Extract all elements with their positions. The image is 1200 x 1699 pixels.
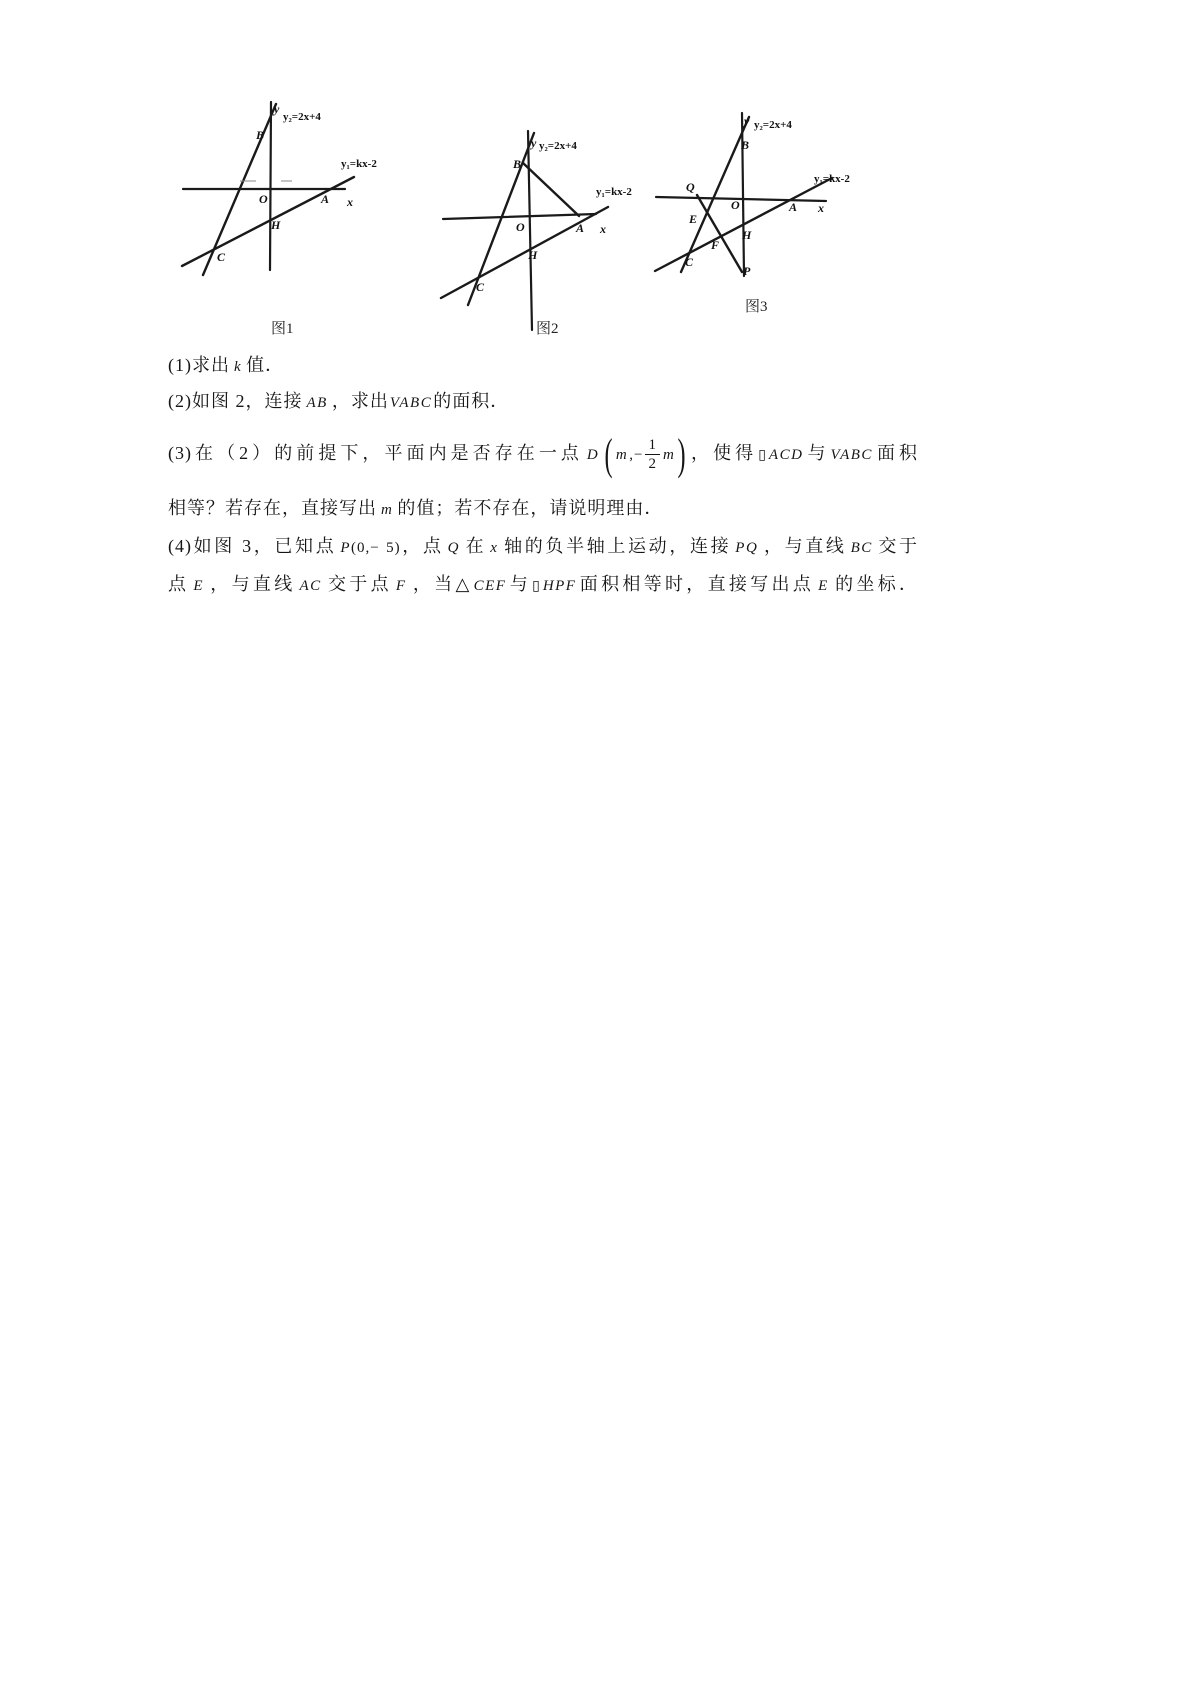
fig2-point-A: A [576, 221, 585, 235]
fig3-eq-y1: y₁=kx-2 [814, 173, 850, 185]
fig1-eq-y2: y₂=2x+4 [283, 111, 321, 123]
q2-math-triangle-ABC: VABC [389, 395, 433, 411]
figure-1 [182, 102, 377, 337]
q2-text: 的面积． [433, 391, 510, 411]
fig2-eq-y2: y₂=2x+4 [539, 140, 577, 152]
q4-text: 交于 [876, 536, 919, 556]
q3-math-triangle-ABC: VABC [830, 447, 873, 463]
fig2-y-label: y [531, 136, 537, 150]
q2-math-AB: AB [306, 395, 328, 411]
q1-text: (1)求出 [168, 355, 230, 375]
q1-var-k: k [234, 359, 243, 375]
q3-fraction-numerator: 1 [645, 436, 660, 455]
q4-point-P: P [340, 540, 352, 556]
q2-text: (2)如图 2，连接 [168, 391, 303, 411]
q2-text: ，求出 [331, 391, 389, 411]
q4-text: 的坐标． [832, 574, 919, 594]
q4-text: (4)如图 3，已知点 [168, 536, 337, 556]
q4-math-BC: BC [850, 540, 873, 556]
fig3-point-Q: Q [686, 180, 695, 194]
q3-text: 的值；若不存在，请说明理由． [397, 498, 664, 518]
q4-text: 与 [507, 574, 532, 594]
question-3-line-1 [168, 430, 918, 479]
fig3-caption: 图3 [745, 299, 768, 315]
q4-text: ，与直线 [762, 536, 847, 556]
q4-point-E: E [818, 578, 829, 594]
fig2-x-axis [443, 214, 596, 219]
fig2-caption: 图2 [536, 321, 559, 337]
fig3-point-P: P [743, 264, 751, 278]
q3-fraction [645, 436, 660, 473]
q4-text: 交于点 [325, 574, 392, 594]
q4-point-E: E [193, 578, 204, 594]
q4-point-F: F [395, 578, 407, 594]
q3-point-D: D [586, 447, 600, 463]
figures-area [0, 0, 1200, 345]
fig3-point-F: F [711, 238, 720, 252]
q3-var-m: m [662, 447, 676, 463]
fig3-point-A: A [789, 200, 798, 214]
q3-var-m: m [381, 502, 394, 518]
fig3-point-B: B [741, 138, 750, 152]
fig3-point-C: C [685, 255, 694, 269]
q3-text: 与 [804, 443, 830, 463]
q4-math-CEF: CEF [473, 578, 507, 594]
q1-text: 值． [246, 355, 285, 375]
question-3-line-2 [168, 496, 918, 522]
q3-close-paren: ) [677, 429, 687, 479]
q3-var-m: m [615, 447, 629, 463]
question-1 [168, 353, 918, 379]
question-4-line-1 [168, 534, 918, 560]
q4-math-PQ: PQ [735, 540, 759, 556]
fig2-x-label: x [600, 222, 606, 236]
q4-math-AC: AC [299, 578, 322, 594]
q4-math-HPF: HPF [542, 578, 577, 594]
fig2-point-H: H [528, 248, 538, 262]
q3-comma-minus: ,− [629, 447, 644, 463]
question-4-line-2 [168, 572, 918, 599]
fig2-point-B: B [513, 157, 522, 171]
q3-box-symbol: ▯ [758, 448, 767, 463]
fig3-y-label: y [744, 114, 750, 128]
q4-point-Q: Q [447, 540, 460, 556]
fig1-point-A: A [321, 192, 330, 206]
question-2 [168, 389, 918, 415]
q4-text: 点 [168, 574, 190, 594]
q4-box-symbol: ▯ [532, 579, 541, 594]
fig3-point-E: E [689, 212, 698, 226]
q4-text: 在 [463, 536, 487, 556]
fig1-line-y1 [182, 177, 354, 266]
fig3-x-axis [656, 197, 826, 201]
fig1-x-label: x [347, 195, 353, 209]
q4-var-x: x [490, 540, 499, 556]
figure-2 [441, 131, 632, 337]
q4-text: ，与直线 [207, 574, 296, 594]
fig1-point-H: H [271, 218, 281, 232]
q3-fraction-denominator: 2 [648, 456, 657, 473]
fig2-y-axis [528, 131, 532, 330]
q3-open-paren: ( [604, 429, 614, 479]
q4-text: ，当△ [410, 574, 473, 594]
fig1-point-O: O [259, 192, 268, 206]
fig2-point-C: C [476, 280, 485, 294]
q4-text: ，点 [400, 536, 444, 556]
q4-coords-P: (0,− 5) [351, 540, 401, 556]
q3-math-ACD: ACD [768, 447, 804, 463]
q3-text: ，使得 [687, 443, 758, 463]
fig1-y-label: y [274, 102, 280, 116]
fig2-point-O: O [516, 220, 525, 234]
q4-text: 轴的负半轴上运动，连接 [502, 536, 732, 556]
fig2-segment-AB [523, 163, 579, 216]
q3-text: 面积 [873, 443, 919, 463]
fig1-point-C: C [217, 250, 226, 264]
fig1-eq-y1: y₁=kx-2 [341, 158, 377, 170]
fig1-y-axis [270, 102, 271, 270]
figure-3 [655, 113, 850, 315]
q3-text: (3)在（2）的前提下，平面内是否存在一点 [168, 443, 583, 463]
fig3-x-label: x [818, 201, 824, 215]
fig2-eq-y1: y₁=kx-2 [596, 186, 632, 198]
fig3-eq-y2: y₂=2x+4 [754, 119, 792, 131]
fig1-caption: 图1 [271, 321, 294, 337]
fig1-point-B: B [256, 128, 265, 142]
fig3-point-O: O [731, 198, 740, 212]
fig3-point-H: H [742, 228, 752, 242]
q4-text: 面积相等时，直接写出点 [577, 574, 815, 594]
q3-text: 相等？若存在，直接写出 [168, 498, 377, 518]
